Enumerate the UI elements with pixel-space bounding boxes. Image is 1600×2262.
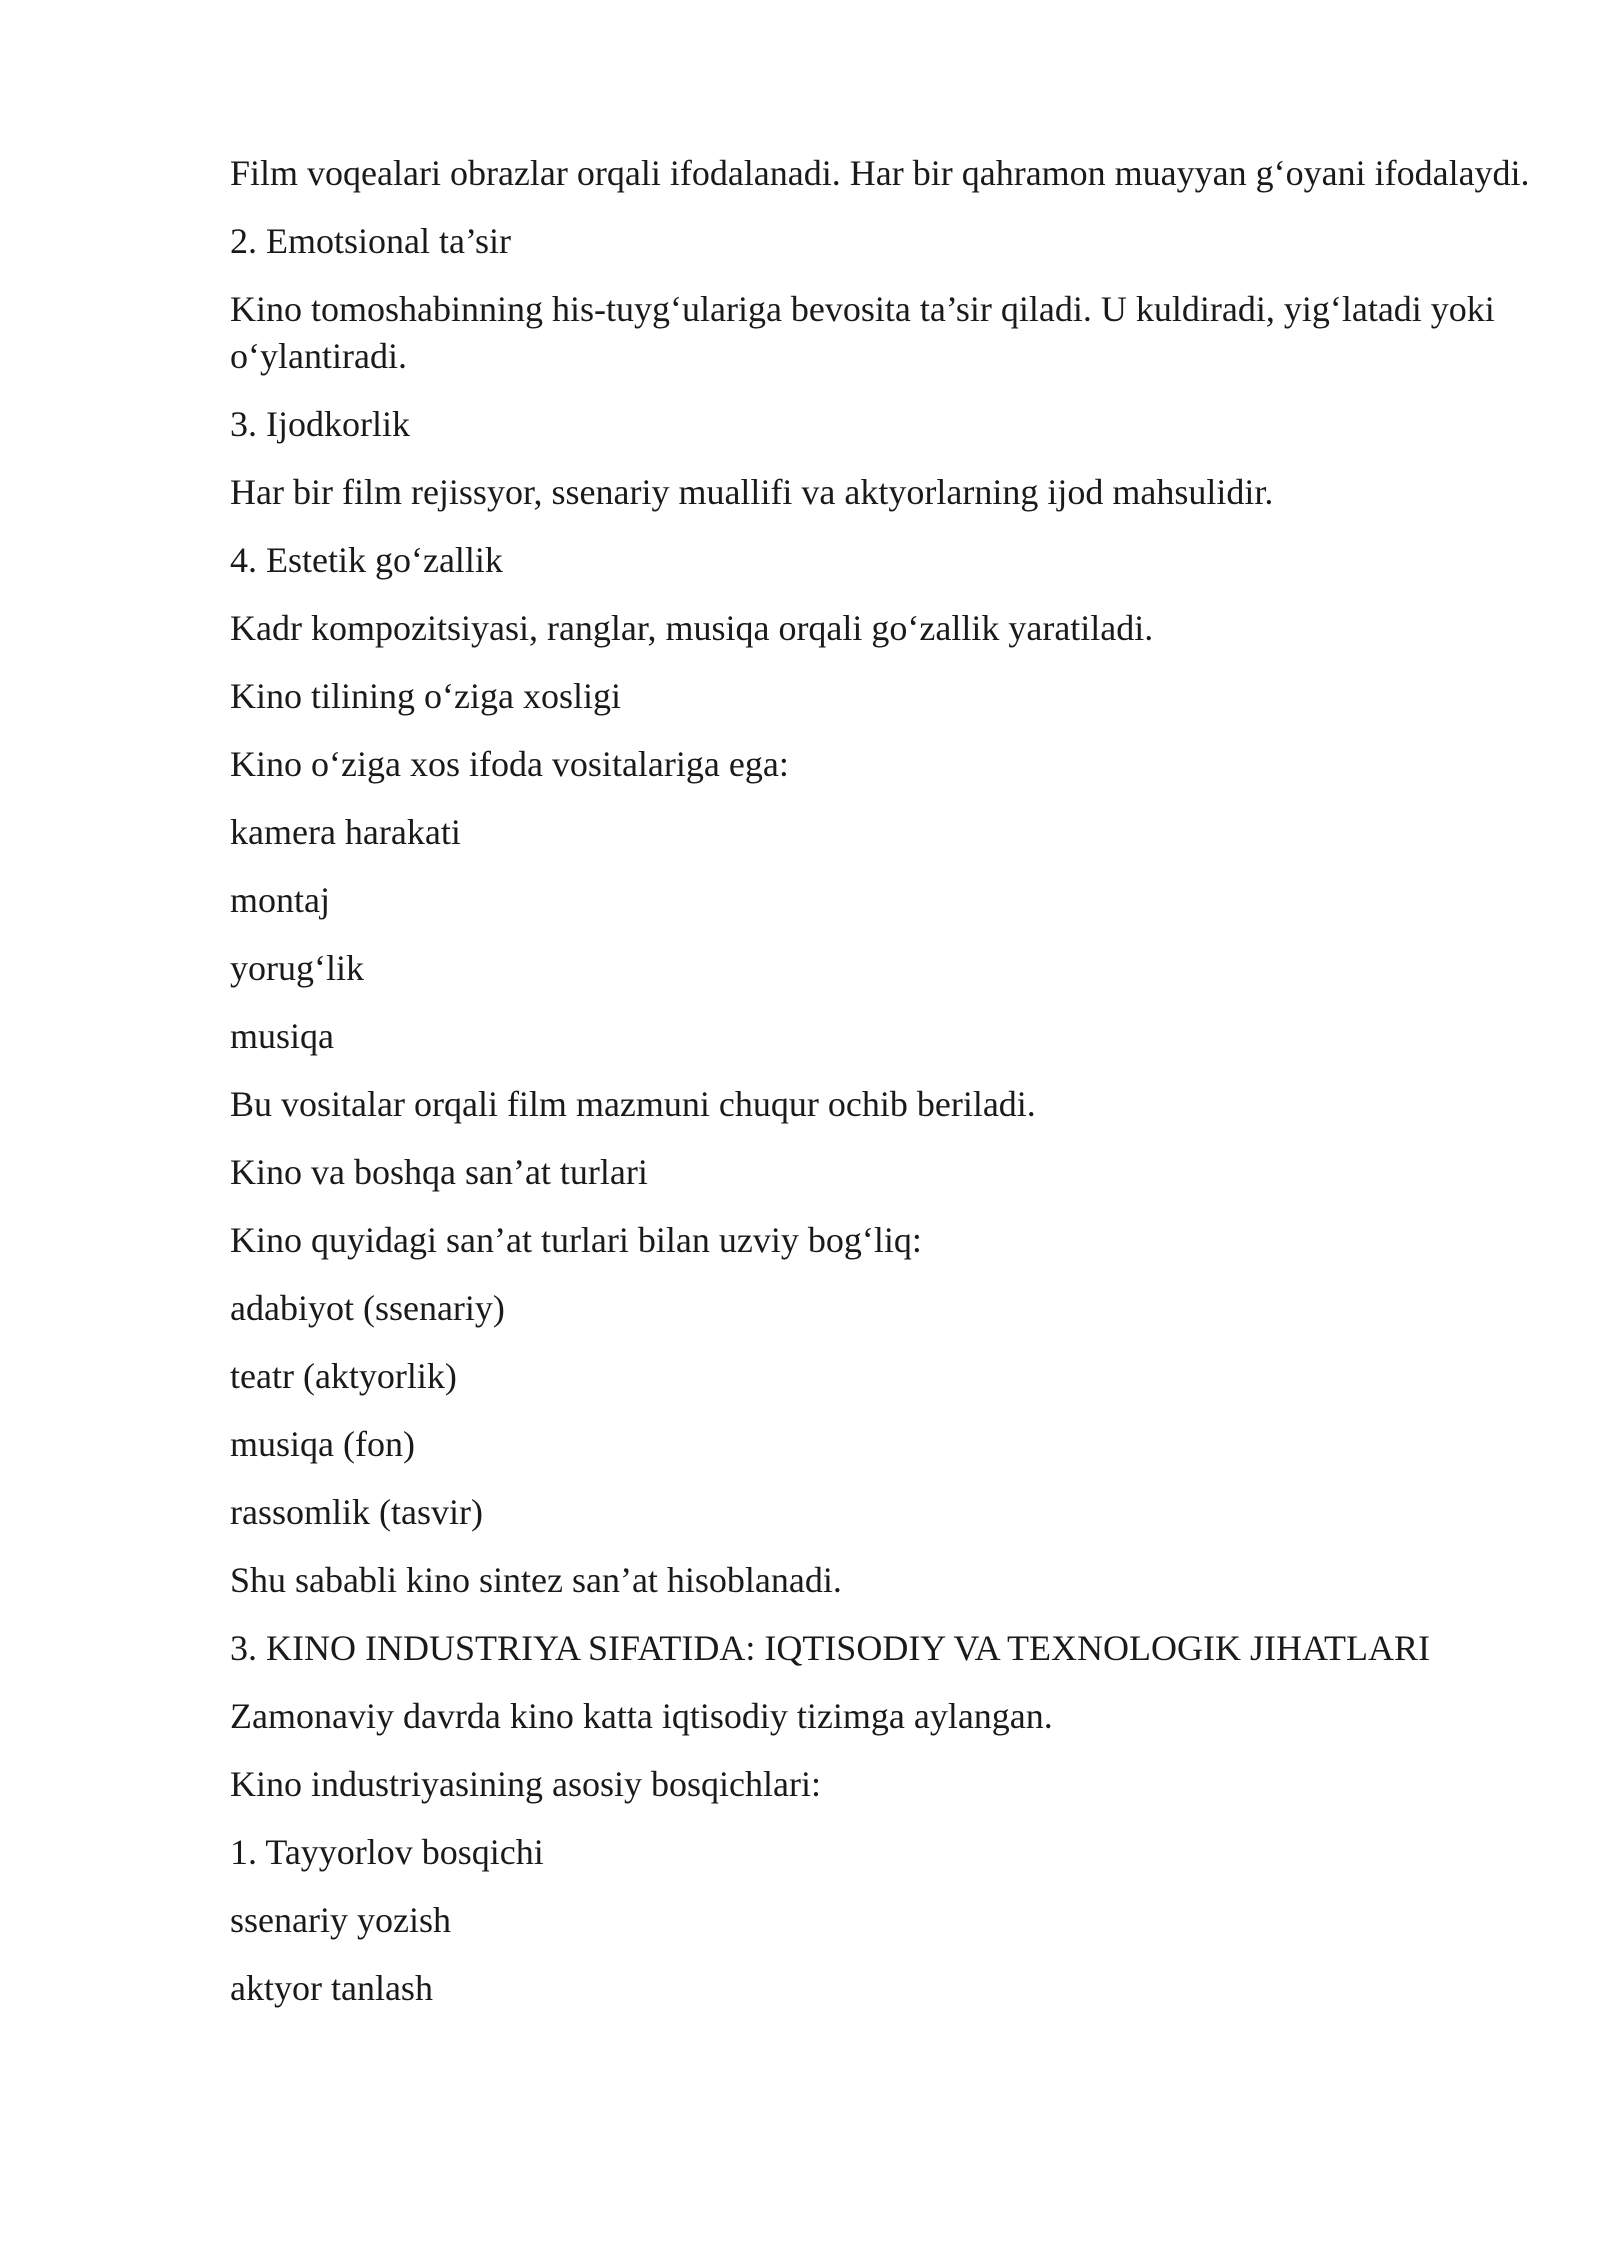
heading-tayyorlov: 1. Tayyorlov bosqichi (230, 1832, 544, 1872)
list-item-montaj: montaj (230, 880, 330, 920)
list-item-kamera: kamera harakati (230, 812, 461, 852)
heading-ijodkorlik: 3. Ijodkorlik (230, 404, 410, 444)
heading-sanat-turlari: Kino va boshqa san’at turlari (230, 1152, 648, 1192)
list-item-aktyor-tanlash: aktyor tanlash (230, 1968, 433, 2008)
paragraph-vositalar: Bu vositalar orqali film mazmuni chuqur ochib beriladi. (230, 1084, 1036, 1124)
paragraph-uzviy-bogliq: Kino quyidagi san’at turlari bilan uzviy bog‘liq: (230, 1220, 922, 1260)
heading-emotsional-tasir: 2. Emotsional ta’sir (230, 221, 511, 261)
paragraph-ifoda-vositalari: Kino o‘ziga xos ifoda vositalariga ega: (230, 744, 789, 784)
list-item-rassomlik: rassomlik (tasvir) (230, 1492, 483, 1532)
list-item-musiqa-fon: musiqa (fon) (230, 1424, 415, 1464)
paragraph-iqtisodiy-tizim: Zamonaviy davrda kino katta iqtisodiy tizimga aylangan. (230, 1696, 1053, 1736)
paragraph-ijodkorlik: Har bir film rejissyor, ssenariy muallifi va aktyorlarning ijod mahsulidir. (230, 472, 1274, 512)
paragraph-emotsional: Kino tomoshabinning his-tuyg‘ulariga bevosita ta’sir qiladi. U kuldiradi, yig‘latadi yoki o‘ylantiradi. (230, 289, 1495, 376)
list-item-ssenariy-yozish: ssenariy yozish (230, 1900, 451, 1940)
section-heading-industriya: 3. KINO INDUSTRIYA SIFATIDA: IQTISODIY VA TEXNOLOGIK JIHATLARI (230, 1628, 1430, 1668)
list-item-adabiyot: adabiyot (ssenariy) (230, 1288, 505, 1328)
paragraph-estetik: Kadr kompozitsiyasi, ranglar, musiqa orqali go‘zallik yaratiladi. (230, 608, 1154, 648)
heading-kino-tili: Kino tilining o‘ziga xosligi (230, 676, 621, 716)
list-item-yoruglik: yorug‘lik (230, 948, 364, 988)
paragraph-sintez: Shu sababli kino sintez san’at hisoblanadi. (230, 1560, 842, 1600)
paragraph-bosqichlar: Kino industriyasining asosiy bosqichlari: (230, 1764, 821, 1804)
document-page (230, 150, 1530, 2033)
list-item-musiqa: musiqa (230, 1016, 334, 1056)
paragraph-obrazlar: Film voqealari obrazlar orqali ifodalanadi. Har bir qahramon muayyan g‘oyani ifodalaydi. (230, 153, 1530, 193)
list-item-teatr: teatr (aktyorlik) (230, 1356, 457, 1396)
heading-estetik-gozallik: 4. Estetik go‘zallik (230, 540, 503, 580)
